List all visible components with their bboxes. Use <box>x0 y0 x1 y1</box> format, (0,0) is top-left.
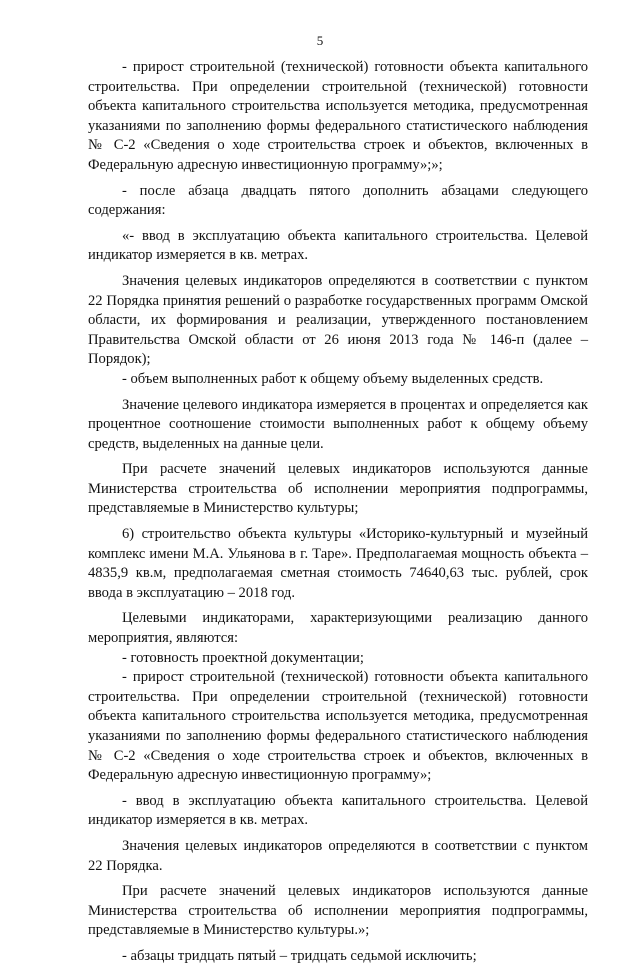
paragraph-construction-readiness: - прирост строительной (технической) готовности объекта капитального строительства. При определении строительной (технической) готовности объекта капитального строительства используется методика, предусмотренная указаниями по заполнению формы федерального статистического наблюдения № С-2 «Сведения о ходе строительства строек и объектов, включенных в Федеральную адресную инвестиционную программу»;»; <box>88 59 588 173</box>
paragraph-commissioning-2: - ввод в эксплуатацию объекта капитального строительства. Целевой индикатор измеряется в кв. метрах. <box>88 792 588 829</box>
paragraph-construction-readiness-2: - прирост строительной (технической) готовности объекта капитального строительства. При определении строительной (технической) готовности объекта капитального строительства используется методика, предусмотренная указаниями по заполнению формы федерального статистического наблюдения № С-2 «Сведения о ходе строительства строек и объектов, включенных в Федеральную адресную инвестиционную программу»; <box>88 669 588 784</box>
paragraph-percent-indicator: Значение целевого индикатора измеряется в процентах и определяется как процентное соотношение стоимости выполненных работ к общему объему средств, выделенных на данные цели. <box>88 396 588 452</box>
paragraph-design-documentation: - готовность проектной документации; <box>122 649 364 666</box>
paragraph-indicator-values: Значения целевых индикаторов определяются в соответствии с пунктом 22 Порядка принятия решений о разработке государственных программ Омской области, их формирования и реализации, утвержденного постановлением Правительства Омской области от 26 июня 2013 года № 146-п (далее – Порядок); <box>88 272 588 368</box>
document-body <box>88 58 588 967</box>
paragraph-work-volume: - объем выполненных работ к общему объему выделенных средств. <box>122 370 544 387</box>
paragraph-data-source-2: При расчете значений целевых индикаторов используются данные Министерства строительства об исполнении мероприятия подпрограммы, представляемые в Министерство культуры.»; <box>88 883 588 939</box>
page-number: 5 <box>316 33 324 48</box>
paragraph-exclude-paragraphs: - абзацы тридцать пятый – тридцать седьмой исключить; <box>122 947 477 964</box>
paragraph-commissioning: «- ввод в эксплуатацию объекта капитального строительства. Целевой индикатор измеряется в кв. метрах. <box>88 227 588 264</box>
paragraph-add-after-25: - после абзаца двадцать пятого дополнить абзацами следующего содержания: <box>88 182 588 219</box>
paragraph-culture-object: 6) строительство объекта культуры «Историко-культурный и музейный комплекс имени М.А. Ульянова в г. Таре». Предполагаемая мощность объекта – 4835,9 кв.м, предполагаемая сметная стоимость 74640,63 тыс. рублей, срок ввода в эксплуатацию – 2018 год. <box>88 526 588 601</box>
paragraph-data-source: При расчете значений целевых индикаторов используются данные Министерства строительства об исполнении мероприятия подпрограммы, представляемые в Министерство культуры; <box>88 461 588 517</box>
paragraph-indicator-values-2: Значения целевых индикаторов определяются в соответствии с пунктом 22 Порядка. <box>88 837 588 874</box>
paragraph-target-indicators: Целевыми индикаторами, характеризующими реализацию данного мероприятия, являются: <box>88 610 588 647</box>
